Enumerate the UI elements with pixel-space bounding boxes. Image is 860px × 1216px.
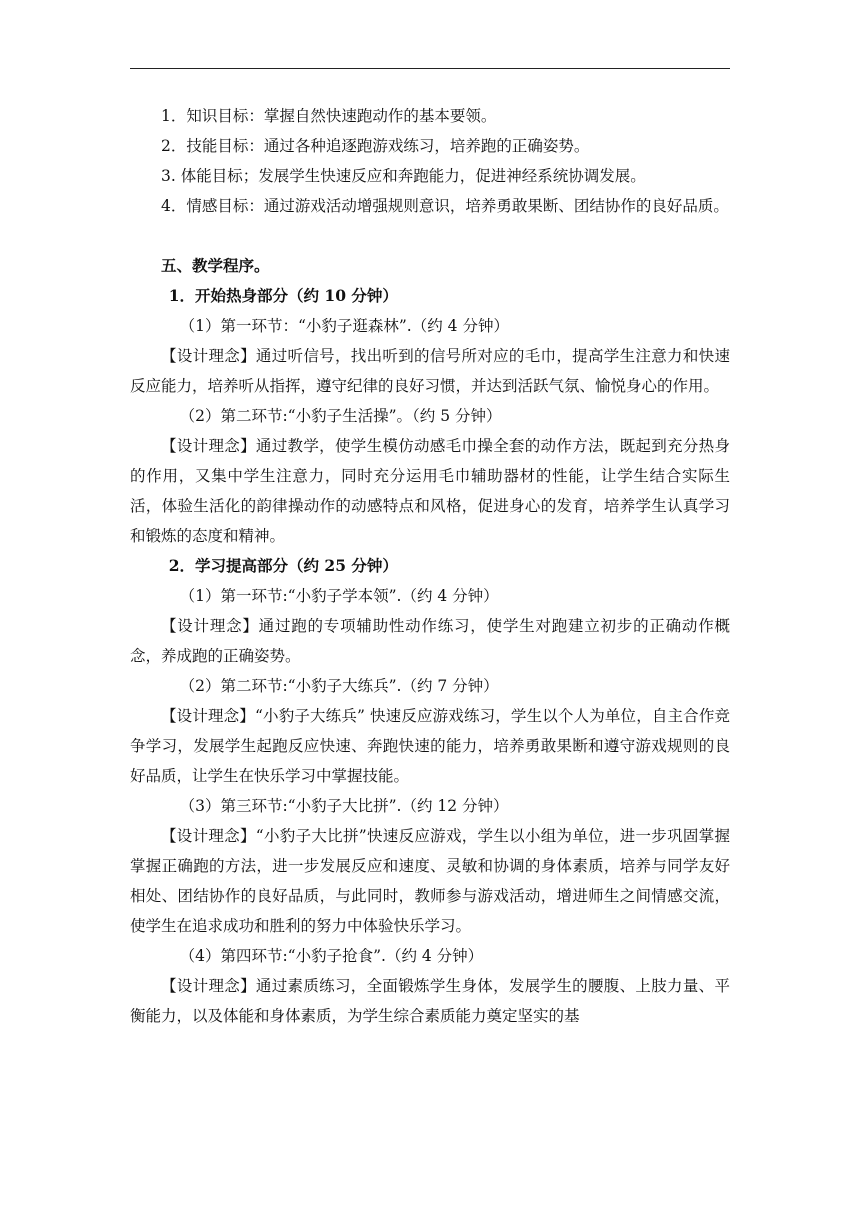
part2-design-idea-3: 【设计理念】“小豹子大比拼”快速反应游戏，学生以小组为单位，进一步巩固掌握掌握正确跑的方法，进一步发展反应和速度、灵敏和协调的身体素质，培养与同学友好相处、团结协作的良好品质，与此同时，教师参与游戏活动，增进师生之间情感交流，使学生在追求成功和胜利的努力中体验快乐学习。 [130,827,730,935]
objective-knowledge: 1．知识目标：掌握自然快速跑动作的基本要领。 [161,107,497,125]
objective-skill: 2．技能目标：通过各种追逐跑游戏练习，培养跑的正确姿势。 [161,137,590,155]
objective-fitness: 3. 体能目标；发展学生快速反应和奔跑能力，促进神经系统协调发展。 [161,167,646,185]
part1-title: 1．开始热身部分（约 10 分钟） [168,286,398,305]
part2-design-idea-4: 【设计理念】通过素质练习，全面锻炼学生身体，发展学生的腰腹、上肢力量、平衡能力，以及体能和身体素质，为学生综合素质能力奠定坚实的基 [130,977,730,1025]
part1-design-idea-1: 【设计理念】通过听信号，找出听到的信号所对应的毛巾，提高学生注意力和快速反应能力，培养听从指挥，遵守纪律的良好习惯，并达到活跃气氛、愉悦身心的作用。 [130,347,730,395]
part2-design-idea-2: 【设计理念】“小豹子大练兵” 快速反应游戏练习，学生以个人为单位，自主合作竞争学习，发展学生起跑反应快速、奔跑快速的能力，培养勇敢果断和遵守游戏规则的良好品质，让学生在快乐学习中掌握技能。 [130,707,730,785]
part2-step4: （4）第四环节:“小豹子抢食”.（约 4 分钟） [179,947,484,965]
part2-step3: （3）第三环节:“小豹子大比拼”.（约 12 分钟） [179,797,509,815]
part2-title: 2．学习提高部分（约 25 分钟） [168,556,398,575]
section-title: 五、教学程序。 [161,256,270,275]
part1-step1: （1）第一环节：“小豹子逛森林”.（约 4 分钟） [179,317,509,335]
part2-step1: （1）第一环节:“小豹子学本领”.（约 4 分钟） [179,587,499,605]
header-rule [130,68,730,69]
objective-emotion: 4．情感目标：通过游戏活动增强规则意识，培养勇敢果断、团结协作的良好品质。 [161,197,729,215]
spacer [130,221,730,251]
part2-step2: （2）第二环节:“小豹子大练兵”.（约 7 分钟） [179,677,499,695]
part1-step2: （2）第二环节:“小豹子生活操”。（约 5 分钟） [179,407,502,425]
part2-design-idea-1: 【设计理念】通过跑的专项辅助性动作练习，使学生对跑建立初步的正确动作概念，养成跑的正确姿势。 [130,617,730,665]
part1-design-idea-2: 【设计理念】通过教学，使学生模仿动感毛巾操全套的动作方法，既起到充分热身的作用，又集中学生注意力，同时充分运用毛巾辅助器材的性能，让学生结合实际生活，体验生活化的韵律操动作的动感特点和风格，促进身心的发育，培养学生认真学习和锻炼的态度和精神。 [130,437,730,545]
document-body [130,101,730,1031]
